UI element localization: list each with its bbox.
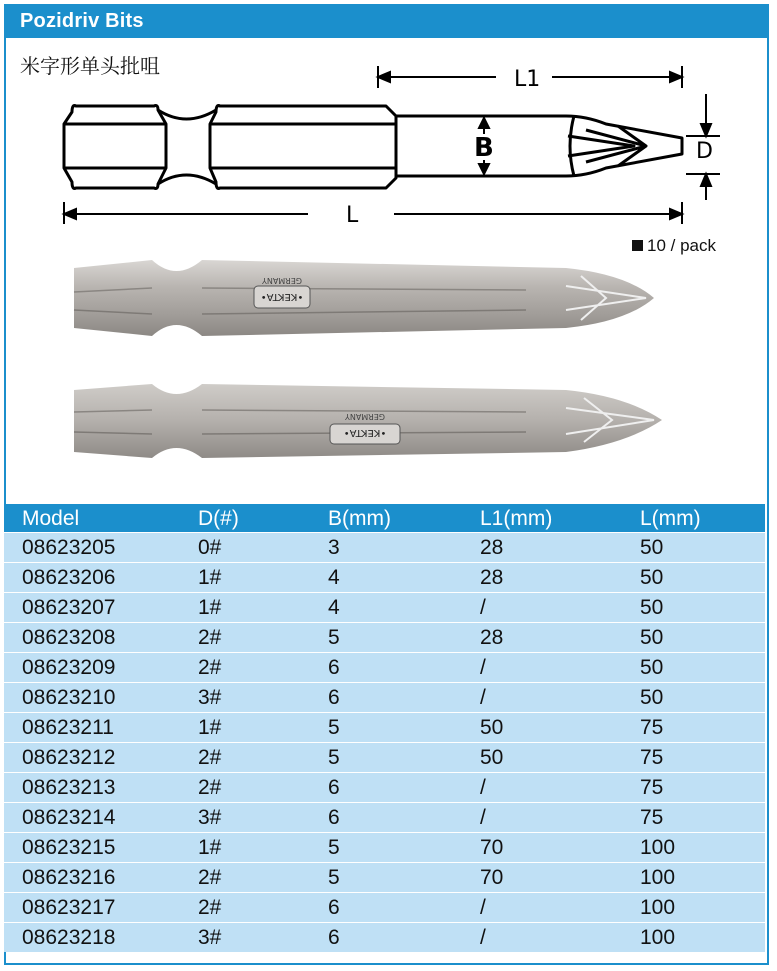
cell-b: 5 <box>328 746 340 769</box>
cell-model: 08623212 <box>22 746 116 769</box>
table-row <box>4 802 765 832</box>
cell-l1: 50 <box>480 716 504 739</box>
table-row <box>4 832 765 862</box>
cell-l: 100 <box>640 836 676 859</box>
cell-d: 1# <box>198 596 222 619</box>
cell-model: 08623209 <box>22 656 116 679</box>
cell-model: 08623205 <box>22 536 116 559</box>
cell-l1: / <box>480 806 486 829</box>
cell-l1: / <box>480 656 486 679</box>
table-row <box>4 712 765 742</box>
cell-l: 75 <box>640 716 664 739</box>
cell-b: 3 <box>328 536 340 559</box>
cell-l: 50 <box>640 596 664 619</box>
table-row <box>4 892 765 922</box>
cell-d: 1# <box>198 716 222 739</box>
col-header-b: B(mm) <box>328 506 391 530</box>
cell-model: 08623210 <box>22 686 116 709</box>
cell-l: 50 <box>640 656 664 679</box>
cell-l1: 28 <box>480 566 504 589</box>
brand-stamp-1: •KEKTA• <box>260 291 304 302</box>
cell-model: 08623211 <box>22 716 114 739</box>
cell-l1: / <box>480 596 486 619</box>
l1-label: L1 <box>514 67 541 92</box>
cell-b: 6 <box>328 896 340 919</box>
cell-d: 3# <box>198 926 222 950</box>
cell-d: 2# <box>198 896 222 919</box>
b-label: B <box>474 133 494 163</box>
cell-b: 5 <box>328 716 340 739</box>
cell-b: 6 <box>328 806 340 829</box>
country-stamp-1: GERMANY <box>261 276 303 285</box>
cell-l: 50 <box>640 686 664 709</box>
cell-l1: / <box>480 896 486 919</box>
cell-l1: / <box>480 926 486 950</box>
table-row <box>4 652 765 682</box>
table-row <box>4 922 765 952</box>
cell-model: 08623207 <box>22 596 116 619</box>
l-label: L <box>346 203 359 228</box>
cell-l1: 50 <box>480 746 504 769</box>
cell-model: 08623208 <box>22 626 116 649</box>
cell-model: 08623213 <box>22 776 116 799</box>
col-header-l: L(mm) <box>640 506 701 530</box>
cell-l: 100 <box>640 896 676 919</box>
cell-l: 50 <box>640 626 664 649</box>
cell-d: 2# <box>198 656 222 679</box>
cell-b: 6 <box>328 686 340 709</box>
cell-l1: 70 <box>480 836 504 859</box>
d-label: D <box>696 139 713 164</box>
cell-l1: / <box>480 776 486 799</box>
cell-l1: 70 <box>480 866 504 889</box>
cell-model: 08623215 <box>22 836 116 859</box>
cell-model: 08623218 <box>22 926 116 950</box>
cell-d: 3# <box>198 686 222 709</box>
table-row <box>4 682 765 712</box>
cell-d: 1# <box>198 836 222 859</box>
table-row <box>4 562 765 592</box>
table-row <box>4 532 765 562</box>
cell-d: 2# <box>198 866 222 889</box>
spec-table <box>4 504 765 952</box>
table-row <box>4 862 765 892</box>
page-title: Pozidriv Bits <box>20 10 144 32</box>
cell-l: 75 <box>640 776 664 799</box>
cell-d: 2# <box>198 626 222 649</box>
cell-d: 0# <box>198 536 222 559</box>
col-header-l1: L1(mm) <box>480 506 553 530</box>
brand-stamp-2: •KEKTA• <box>343 427 387 438</box>
cell-b: 6 <box>328 926 340 950</box>
cell-b: 5 <box>328 866 340 889</box>
cell-l: 75 <box>640 746 664 769</box>
cell-b: 6 <box>328 656 340 679</box>
cell-l1: 28 <box>480 536 504 559</box>
bit-photo-1 <box>74 260 654 336</box>
table-row <box>4 772 765 802</box>
cell-d: 2# <box>198 746 222 769</box>
bit-photo-2 <box>74 384 662 458</box>
cell-l: 75 <box>640 806 664 829</box>
cell-b: 4 <box>328 566 340 589</box>
chinese-subtitle: 米字形单头批咀 <box>20 54 160 78</box>
cell-l1: / <box>480 686 486 709</box>
cell-d: 3# <box>198 806 222 829</box>
cell-d: 2# <box>198 776 222 799</box>
product-photo <box>6 6 771 506</box>
cell-b: 5 <box>328 836 340 859</box>
col-header-model: Model <box>22 506 80 530</box>
cell-b: 4 <box>328 596 340 619</box>
cell-l: 50 <box>640 536 664 559</box>
cell-model: 08623216 <box>22 866 116 889</box>
table-header-row <box>4 504 765 532</box>
pack-note-text: 10 / pack <box>647 236 716 255</box>
table-row <box>4 622 765 652</box>
cell-model: 08623206 <box>22 566 116 589</box>
cell-l: 100 <box>640 866 676 889</box>
col-header-d: D(#) <box>198 506 239 530</box>
cell-model: 08623217 <box>22 896 116 919</box>
cell-l: 100 <box>640 926 676 950</box>
country-stamp-2: GERMANY <box>344 412 386 421</box>
cell-model: 08623214 <box>22 806 116 829</box>
cell-l1: 28 <box>480 626 504 649</box>
table-row <box>4 742 765 772</box>
cell-d: 1# <box>198 566 222 589</box>
cell-b: 6 <box>328 776 340 799</box>
cell-b: 5 <box>328 626 340 649</box>
table-row <box>4 592 765 622</box>
cell-l: 50 <box>640 566 664 589</box>
